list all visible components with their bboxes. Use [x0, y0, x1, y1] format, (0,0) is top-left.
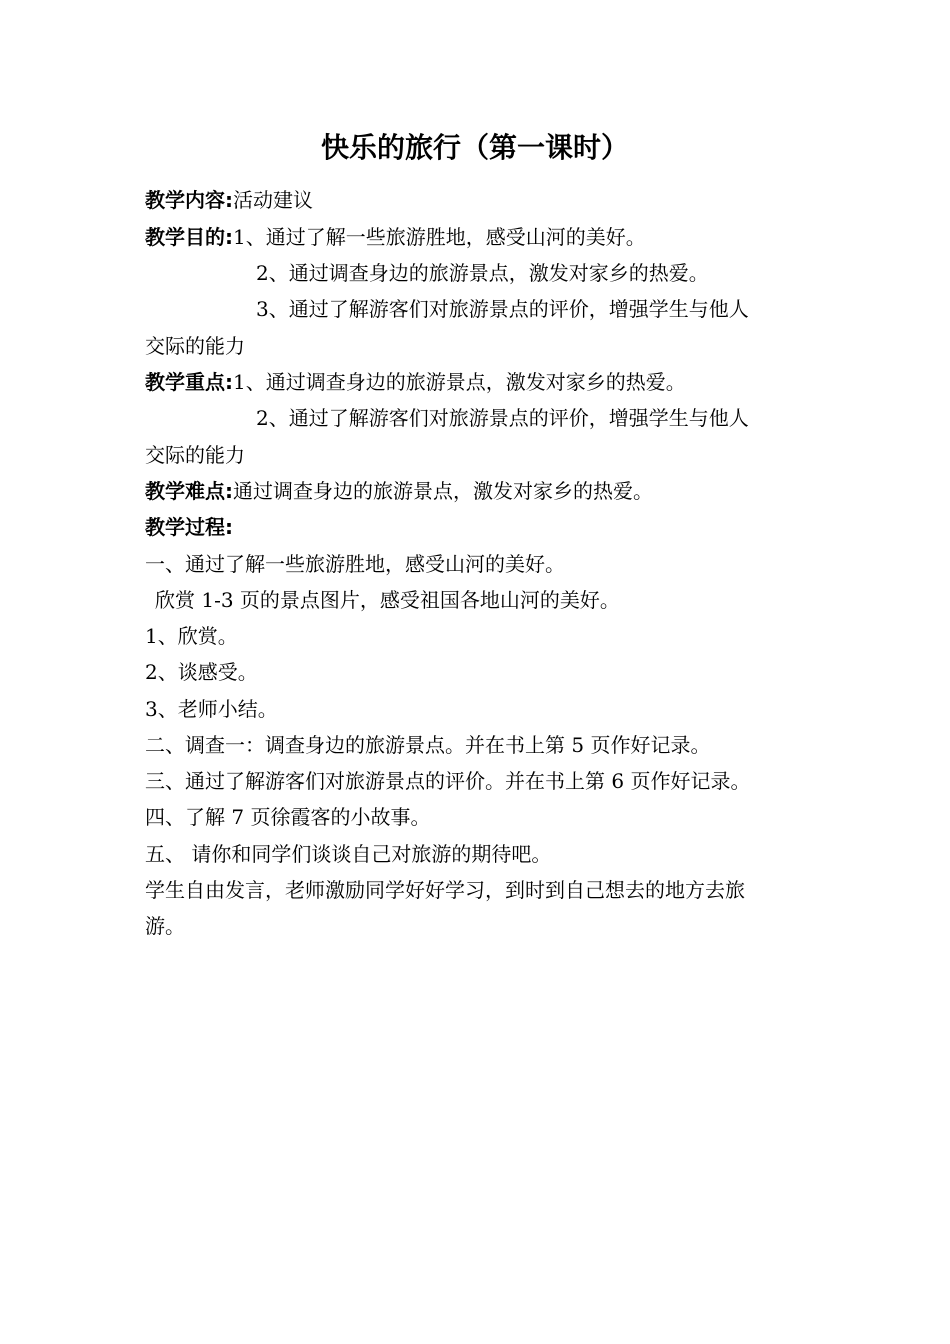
- difficulty-row: [145, 477, 815, 505]
- goal-item: 3、通过了解游客们对旅游景点的评价，增强学生与他人: [256, 297, 749, 321]
- difficulty-text: 通过调查身边的旅游景点，激发对家乡的热爱。: [233, 479, 653, 503]
- content-text: 活动建议: [233, 188, 313, 212]
- goals-row-1: [145, 223, 815, 251]
- difficulty-label: 教学难点:: [145, 479, 233, 503]
- goals-label: 教学目的:: [145, 225, 233, 249]
- process-line: 学生自由发言，老师激励同学好好学习，到时到自己想去的地方去旅: [145, 878, 745, 902]
- process-label-row: [145, 513, 815, 541]
- process-line: 1、欣赏。: [145, 624, 238, 648]
- goal-item: 2、通过调查身边的旅游景点，激发对家乡的热爱。: [256, 261, 709, 285]
- process-line: 2、谈感受。: [145, 660, 258, 684]
- process-line: 一、通过了解一些旅游胜地，感受山河的美好。: [145, 552, 565, 576]
- key-point-item: 1、通过调查身边的旅游景点，激发对家乡的热爱。: [233, 370, 686, 394]
- process-label: 教学过程:: [145, 515, 233, 539]
- key-points-row-1: [145, 368, 815, 396]
- process-line: 三、通过了解游客们对旅游景点的评价。并在书上第 6 页作好记录。: [145, 769, 751, 793]
- process-line: 游。: [145, 914, 185, 938]
- process-line: 二、调查一：调查身边的旅游景点。并在书上第 5 页作好记录。: [145, 733, 711, 757]
- goal-item: 1、通过了解一些旅游胜地，感受山河的美好。: [233, 225, 646, 249]
- process-line: 3、老师小结。: [145, 697, 278, 721]
- process-line: 欣赏 1-3 页的景点图片，感受祖国各地山河的美好。: [155, 588, 620, 612]
- page-title: 快乐的旅行（第一课时）: [320, 131, 629, 164]
- key-point-item: 2、通过了解游客们对旅游景点的评价，增强学生与他人: [256, 406, 749, 430]
- key-point-continuation: 交际的能力: [145, 443, 245, 467]
- content-label: 教学内容:: [145, 188, 233, 212]
- goal-continuation: 交际的能力: [145, 334, 245, 358]
- process-line: 四、了解 7 页徐霞客的小故事。: [145, 805, 431, 829]
- key-points-label: 教学重点:: [145, 370, 233, 394]
- content-row: [145, 186, 815, 214]
- process-line: 五、 请你和同学们谈谈自己对旅游的期待吧。: [145, 842, 552, 866]
